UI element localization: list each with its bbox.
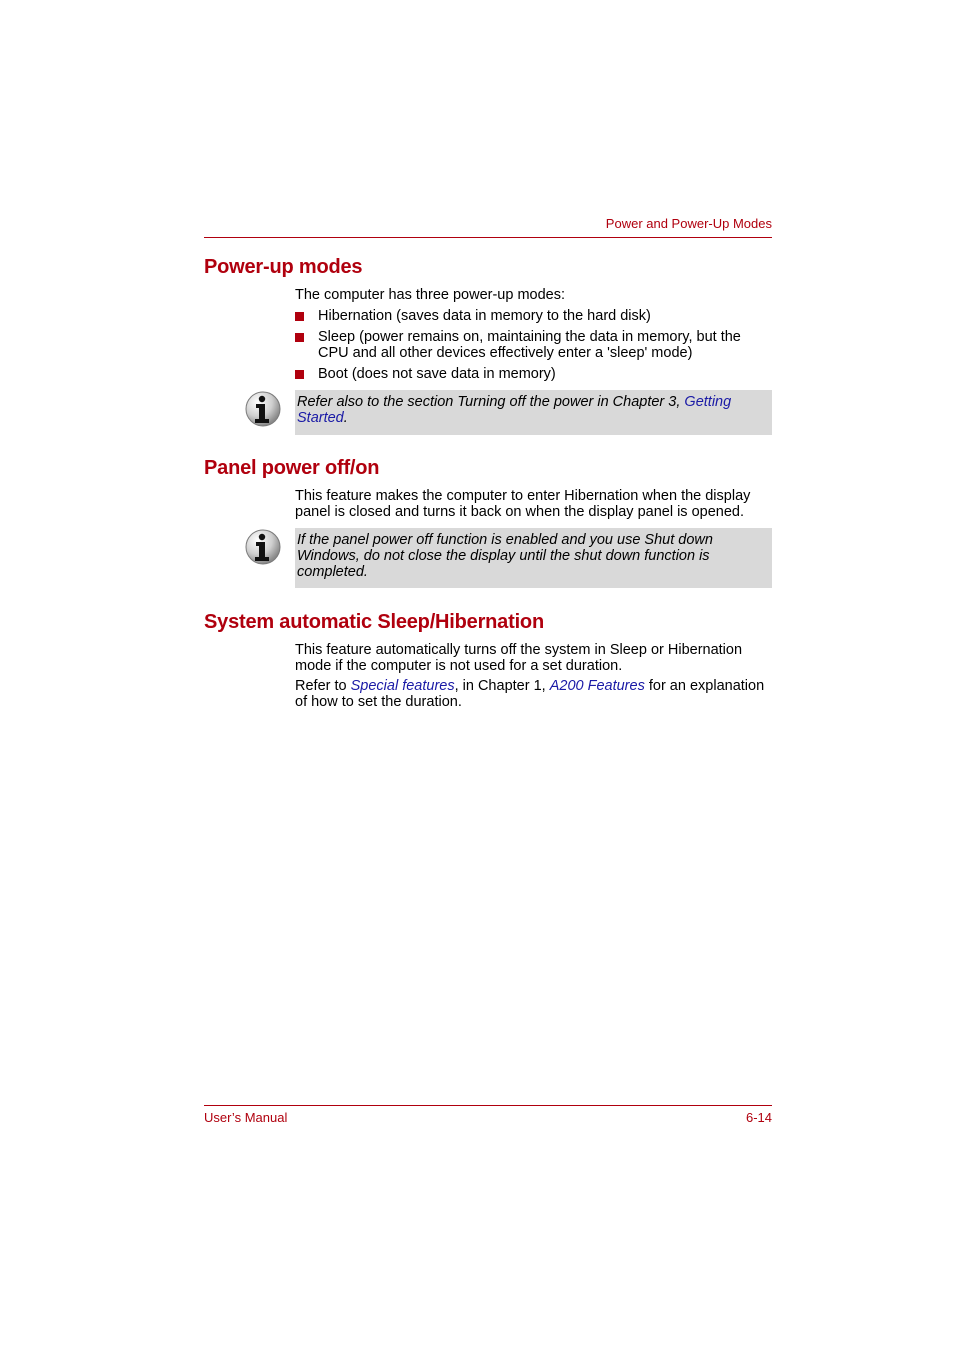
auto-sleep-refer	[295, 678, 772, 710]
footer-rule	[204, 1105, 772, 1106]
note-tail: .	[343, 410, 348, 426]
note-box-panel-power	[295, 528, 772, 588]
list-item-text: Sleep (power remains on, maintaining the data in memory, but the CPU and all other devices effectively enter a 'sleep' mode)	[318, 329, 741, 361]
note-box-getting-started	[295, 390, 772, 435]
refer-mid: , in Chapter 1,	[454, 678, 550, 694]
section-title-panel-power: Panel power off/on	[204, 457, 380, 479]
special-features-link[interactable]: Special features	[350, 678, 455, 694]
panel-power-body: This feature makes the computer to enter Hibernation when the display panel is closed and turns it back on when the display panel is opened.	[295, 488, 751, 520]
list-item	[295, 329, 772, 361]
footer-manual-title: User’s Manual	[204, 1110, 288, 1125]
info-icon	[245, 529, 281, 565]
section-title-auto-sleep: System automatic Sleep/Hibernation	[204, 611, 544, 633]
refer-pre: Refer to	[295, 678, 351, 694]
header-rule	[204, 237, 772, 238]
note-text: If the panel power off function is enabled and you use Shut down Windows, do not close the display until the shut down function is completed.	[297, 532, 713, 580]
list-item	[295, 366, 772, 382]
list-item-text: Hibernation (saves data in memory to the hard disk)	[318, 308, 651, 324]
bullet-square-icon	[295, 333, 304, 342]
section-title-power-up-modes: Power-up modes	[204, 256, 363, 278]
power-up-intro: The computer has three power-up modes:	[295, 287, 565, 303]
note-text: Refer also to the section Turning off the power in Chapter 3,	[297, 394, 685, 410]
running-header: Power and Power-Up Modes	[605, 216, 772, 231]
auto-sleep-body: This feature automatically turns off the system in Sleep or Hibernation mode if the computer is not used for a set duration.	[295, 642, 743, 674]
info-icon	[245, 391, 281, 427]
refer-post: for an explanation of how to set the duration.	[295, 678, 765, 710]
a200-features-link[interactable]: A200 Features	[549, 678, 645, 694]
list-item	[295, 308, 772, 324]
footer-page-number: 6-14	[745, 1110, 772, 1125]
list-item-text: Boot (does not save data in memory)	[318, 366, 556, 382]
getting-started-link[interactable]: Getting Started	[297, 394, 732, 426]
bullet-square-icon	[295, 370, 304, 379]
bullet-square-icon	[295, 312, 304, 321]
